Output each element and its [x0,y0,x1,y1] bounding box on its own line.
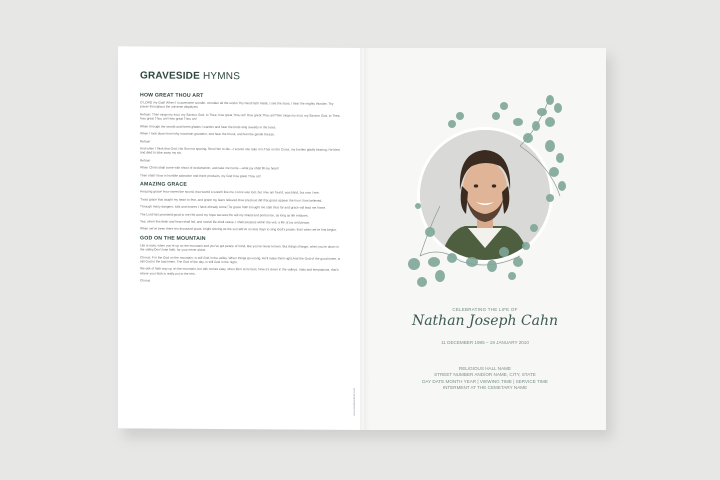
hymn-verse: When Christ shall come with shout of acclamation, and take me home—what joy shall fill my heart! [140,165,279,171]
hymn-verse: We talk of faith way up on the mountain, but talk comes easy, when life's at its best. Now it's down in the valleys, trials and temptations, that's where your faith is really put to the test. [140,266,339,276]
hymn-verse: Chorus [140,278,151,283]
hymn-verse: Then shall I bow in humble adoration and there proclaim, my God how great Thou art! [140,173,261,179]
service-line: RELIGIOUS HALL NAME [458,366,512,371]
hymn-verse: 'Twas grace that taught my heart to fear, and grace my fears relieved.How precious did that grace appear the hour I first believed. [140,196,323,203]
life-dates: 11 DECEMBER 1985 – 19 JANUARY 2010 [441,340,529,345]
hymn-verse: Refrain [140,138,151,144]
service-line: STREET NUMBER AND/OR NAME, CITY, STATE [434,372,536,378]
service-line: DAY DATE MONTH YEAR | VIEWING TIME | SERVICE TIME [422,378,548,384]
hymn-verse: The Lord has promised good to me,His word my hope secures;He will my shield and portion be, as long as life endures. [140,211,309,218]
hymn-verse: Refrain: Then sings my soul, my Saviour God, to Thee, how great Thou art! How great Thou art!Then sings my soul, my Saviour God, to Thee, how great Thou art! How great Thou art! [140,112,341,121]
hymn-verse: Through many dangers, toils and snares I have already come;'Tis grace hath brought me safe thus far and grace will lead me home. [140,204,326,210]
celebrating-label: CELEBRATING THE LIFE OF [452,307,518,312]
hymn-verse: Amazing grace! How sweet the sound, that saved a wretch like me.I once was lost, but now am found, was blind, but now I see. [140,189,320,195]
deceased-name: Nathan Joseph Cahn [411,313,559,329]
hymn-verse: O LORD my God! When I in awesome wonder, consider all the works Thy hand hath made, I see the stars, I hear the mighty thunder, Thy power throughout the universe displayed. [140,100,334,110]
hymn-verse: Yea, when this flesh and heart shall fail, and mortal life shall cease, I shall possess within the veil, a life of joy and peace. [140,219,310,225]
hymn-verse: When through the woods and forest glades I wander and hear the birds sing sweetly in the trees. [140,123,277,129]
hymn-heading: GOD ON THE MOUNTAIN [140,235,206,242]
footer-url: www.templatesbuilt.com [353,388,356,416]
hymn-heading: AMAZING GRACE [140,181,187,188]
eucalyptus-wreath-icon [400,86,572,296]
hymn-content [140,88,342,287]
hymn-verse: Chorus: For the God on the mountain, is still God in the valley. When things go wrong, He'll make them right.And the God of the good times, is still God in the bad times. The God of the day, is still God in the night. [140,254,341,264]
left-page-hymns [118,46,364,430]
service-line: INTERMENT AT THE CEMETARY NAME [442,384,528,390]
hymn-verse: When I look down from lofty mountain grandeur, and hear the brook, and feel the gentle breeze. [140,131,275,137]
hymn-verse: When we've been there ten thousand years, bright shining as the sun,We've no less days to sing God's praise, than when we've first begun. [140,226,337,233]
hymn-verse: Life is easy, when you're up on the mountain and you've got peace of mind, like you've never known. But things change, when you're down in the valley.Don't lose faith, for your never alone. [140,243,339,252]
hymn-verse: Refrain [140,158,151,163]
service-info [364,366,606,391]
hymn-heading: HOW GREAT THOU ART [140,92,204,99]
hymn-verse: And when I think that God, His Son not sparing, Sent Him to die—I scarce can take it in;That on the Cross, my burden gladly bearing, He bled and died to take away my sin. [140,146,340,156]
page-title: GRAVESIDE HYMNS [140,70,241,83]
